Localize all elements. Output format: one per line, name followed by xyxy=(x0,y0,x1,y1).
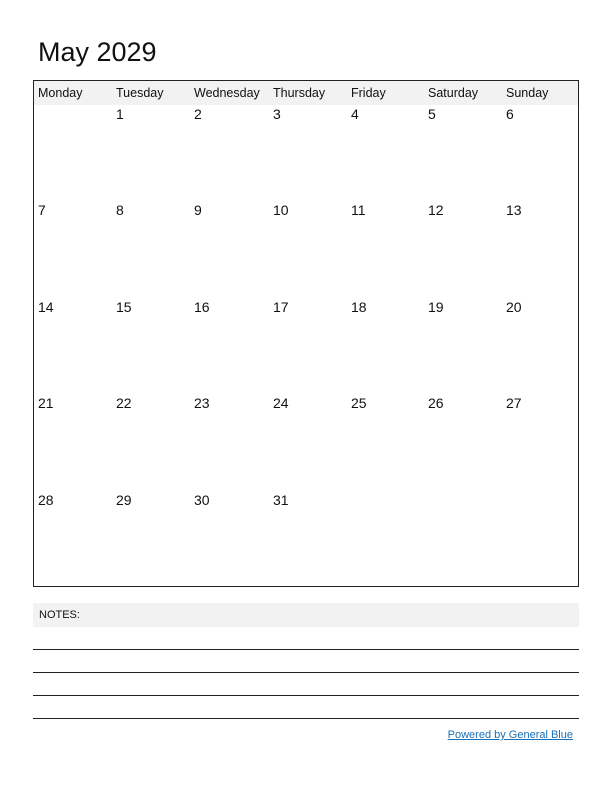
weekday-label-thursday: Thursday xyxy=(273,86,326,100)
date-cell: 6 xyxy=(506,106,514,122)
note-line xyxy=(33,649,579,650)
date-cell: 12 xyxy=(428,202,444,218)
date-cell: 21 xyxy=(38,395,54,411)
note-line xyxy=(33,695,579,696)
weekday-label-tuesday: Tuesday xyxy=(116,86,164,100)
date-cell: 27 xyxy=(506,395,522,411)
date-cell: 19 xyxy=(428,299,444,315)
date-cell: 28 xyxy=(38,492,54,508)
date-cell: 1 xyxy=(116,106,124,122)
date-cell: 30 xyxy=(194,492,210,508)
date-cell: 29 xyxy=(116,492,132,508)
date-cell: 18 xyxy=(351,299,367,315)
notes-label: NOTES: xyxy=(39,609,80,621)
date-cell: 8 xyxy=(116,202,124,218)
notes-header xyxy=(33,603,579,627)
date-cell: 25 xyxy=(351,395,367,411)
weekday-label-wednesday: Wednesday xyxy=(194,86,260,100)
date-cell: 2 xyxy=(194,106,202,122)
weekday-label-friday: Friday xyxy=(351,86,386,100)
date-cell: 3 xyxy=(273,106,281,122)
date-cell: 17 xyxy=(273,299,289,315)
date-cell: 22 xyxy=(116,395,132,411)
date-cell: 11 xyxy=(351,202,366,218)
calendar-grid xyxy=(33,80,579,587)
date-cell: 26 xyxy=(428,395,444,411)
date-cell: 13 xyxy=(506,202,522,218)
note-line xyxy=(33,718,579,719)
weekday-header-row xyxy=(34,81,578,105)
date-cell: 23 xyxy=(194,395,210,411)
date-cell: 16 xyxy=(194,299,210,315)
date-cell: 5 xyxy=(428,106,436,122)
date-cell: 20 xyxy=(506,299,522,315)
date-cell: 24 xyxy=(273,395,289,411)
powered-by-link[interactable]: Powered by General Blue xyxy=(447,729,573,741)
weekday-label-saturday: Saturday xyxy=(428,86,479,100)
weekday-label-sunday: Sunday xyxy=(506,86,549,100)
date-cell: 4 xyxy=(351,106,359,122)
date-cell: 7 xyxy=(38,202,46,218)
date-cell: 15 xyxy=(116,299,132,315)
note-line xyxy=(33,672,579,673)
date-cell: 14 xyxy=(38,299,54,315)
page-title: May 2029 xyxy=(38,37,157,67)
date-cell: 10 xyxy=(273,202,289,218)
weekday-label-monday: Monday xyxy=(38,86,83,100)
date-cell: 9 xyxy=(194,202,202,218)
date-cell: 31 xyxy=(273,492,289,508)
